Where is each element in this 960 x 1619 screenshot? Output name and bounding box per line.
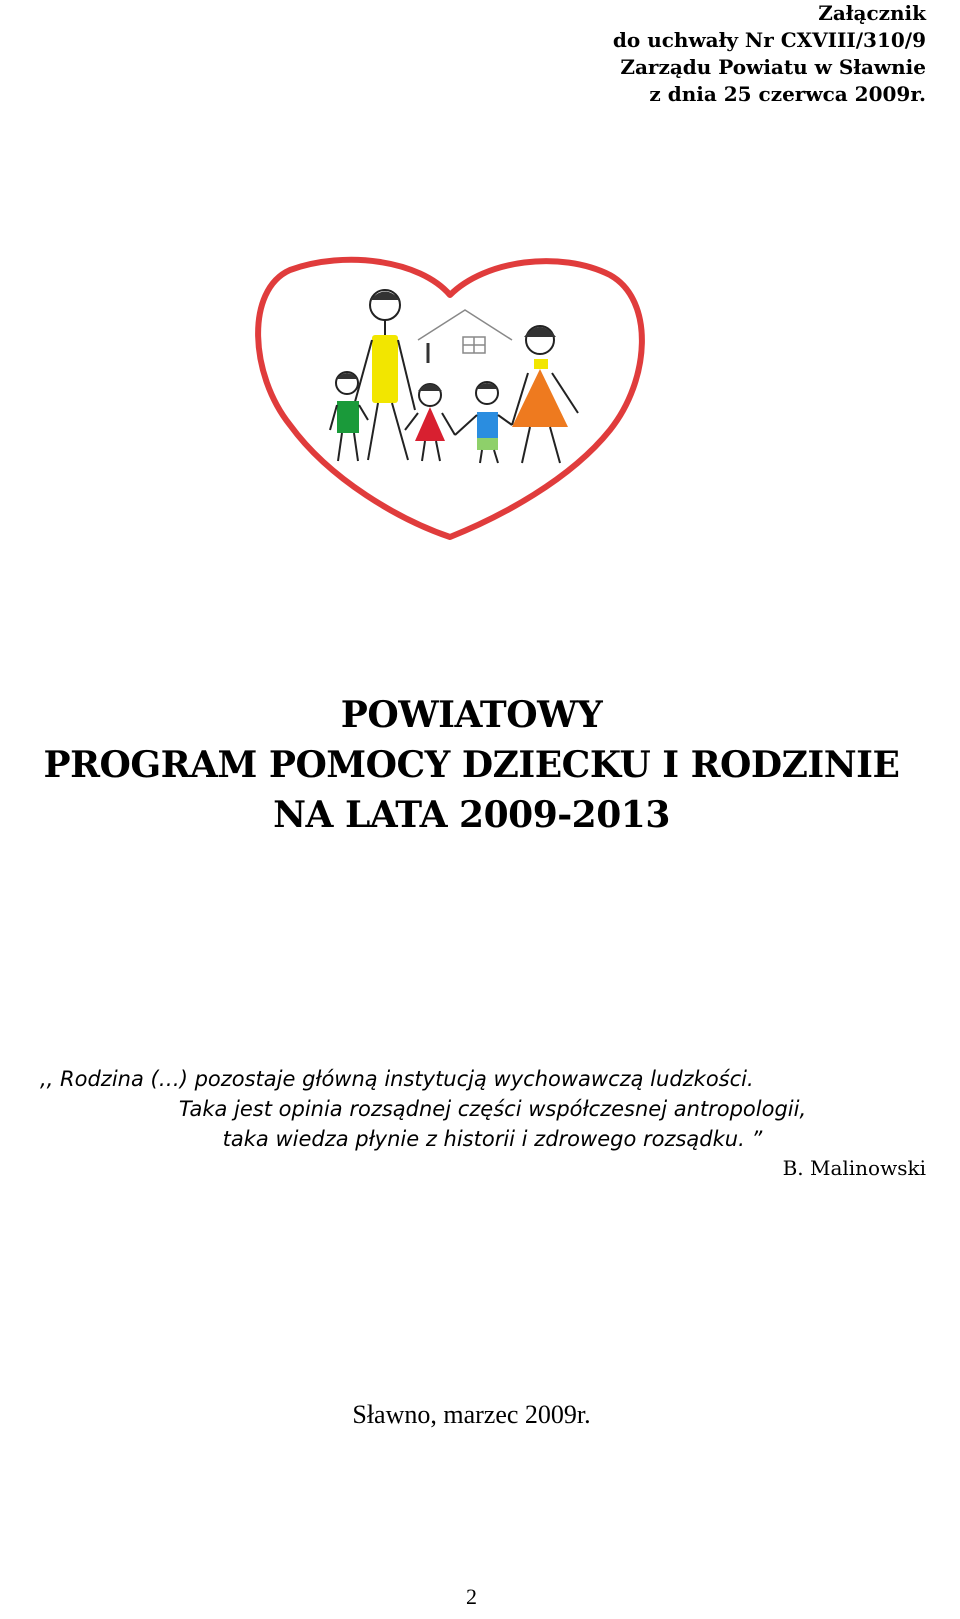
- page-number: 2: [466, 1584, 477, 1609]
- epigraph-quote: [40, 1064, 945, 1154]
- document-title: [0, 690, 943, 840]
- title-line-1: POWIATOWY: [340, 694, 603, 736]
- quote-line-3: taka wiedza płynie z historii i zdrowego rozsądku. ”: [222, 1127, 763, 1151]
- header-line-attachment: Załącznik: [818, 1, 926, 25]
- quote-line-1: ,, Rodzina (…) pozostaje główną instytucją wychowawczą ludzkości.: [40, 1067, 754, 1091]
- boy-green-figure-icon: [330, 372, 368, 461]
- resolution-header: [613, 0, 926, 108]
- header-line-date: z dnia 25 czerwca 2009r.: [649, 82, 926, 106]
- father-figure-icon: [350, 290, 415, 460]
- heart-outline: [258, 260, 642, 537]
- place-and-date: Sławno, marzec 2009r.: [352, 1400, 591, 1429]
- title-line-3: NA LATA 2009-2013: [273, 794, 670, 836]
- quote-line-2: Taka jest opinia rozsądnej części współczesnej antropologii,: [178, 1097, 807, 1121]
- family-in-heart-icon: [250, 255, 650, 545]
- quote-author: B. Malinowski: [782, 1156, 926, 1180]
- boy-blue-figure-icon: [455, 382, 512, 463]
- header-line-board: Zarządu Powiatu w Sławnie: [620, 55, 926, 79]
- mother-figure-icon: [512, 326, 578, 463]
- house-icon: [418, 310, 512, 363]
- header-line-resolution: do uchwały Nr CXVIII/310/9: [612, 28, 926, 52]
- title-line-2: PROGRAM POMOCY DZIECKU I RODZINIE: [43, 744, 900, 786]
